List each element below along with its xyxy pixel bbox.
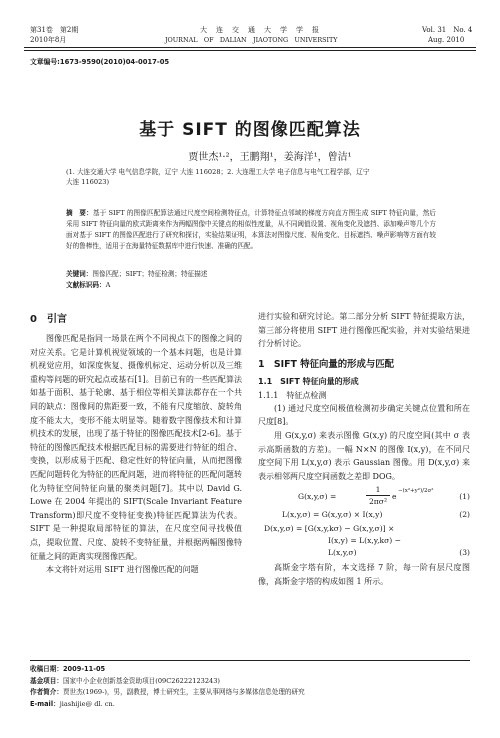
intro-paragraph: 图像匹配是指同一场景在两个不同视点下的图像之间的对应关系。它是计算机视觉领域的一个基本问题，也是计算机视觉应用，如深度恢复、摄像机标定、运动分析以及三维重构等问题的研究起点或基石[1]。目前已有的一些匹配算法如基于面积、基于轮廓、基于相位等相关算法都存在一个共同的缺点：图像间的焦距要一致，不能有尺度缩放、旋转角度不能太大，变形不能太明显等。随着数字图像技术和计算机技术的发展，出现了基于特征的图像匹配技术[2-6]。基于特征的图像匹配技术根据匹配目标的需要进行特征的组合、变换，以形成易于匹配、稳定性好的特征向量，从而把图像匹配问题转化为特征的匹配问题，进而将特征的匹配问题转化为特征空间特征向量的聚类问题[7]。其中以 David G. Lowe 在 2004 年提出的 SIFT(Scale Invariant Feature Transform)即尺度不变特征变换)特征匹配算法为代表。SIFT 是一种提取局部特征的算法，在尺度空间寻找极值点，提取位置、尺度、旋转不变特征量，并根据两幅图像特征量之间的距离实现图像匹配。 bbox=[30, 334, 242, 561]
header-rule-thin bbox=[24, 50, 476, 51]
keywords-block bbox=[66, 269, 436, 279]
paper-title: 基于 SIFT 的图像匹配算法 bbox=[139, 120, 361, 140]
equation-1-numerator: 1 bbox=[366, 485, 390, 496]
author-bio-text: 贾世杰(1969-)，男，副教授，博士研究生，主要从事网络与多媒体信息处理的研究 bbox=[62, 688, 305, 697]
equation-1-lhs: G(x,y,σ) = bbox=[298, 492, 337, 502]
equation-3-line: I(x,y) = L(x,y,kσ) − bbox=[328, 536, 402, 546]
fund-label: 基金项目： bbox=[30, 676, 63, 685]
intro-paragraph: 本文将针对运用 SIFT 进行图像匹配的问题 bbox=[46, 565, 199, 575]
footnote-block bbox=[30, 664, 470, 710]
affiliation-block bbox=[66, 167, 446, 187]
header-date-cn: 2010年8月 bbox=[30, 36, 67, 44]
doc-code-value: A bbox=[105, 281, 111, 289]
equation-1-exponent: −(x²+y²)/2σ² bbox=[398, 488, 434, 495]
abstract-text: 基于 SIFT 的图像匹配算法通过尺度空间检测特征点，计算特征点邻域的梯度方向直方图生成 SIFT 特征向量，然后采用 SIFT 特征向量的欧式距离来作为两幅图像中关键点的相似性度量，从不同阈值设置、视角变化及遮挡、添加噪声等几个方面对基于 SIFT 的图像匹配进行了研究和探讨，实验结果证明，本算法对图像尺度、视角变化、目标遮挡、噪声影响等方面有较好的鲁棒性，适用于在海量特征数据库中进行快速、准确的匹配。 bbox=[66, 209, 437, 250]
affiliation-line: (1. 大连交通大学 电气信息学院，辽宁 大连 116028；2. 大连理工大学 电子信息与电气工程学部，辽宁 bbox=[66, 168, 370, 176]
equation-3-line: D(x,y,σ) = [G(x,y,kσ) − G(x,y,σ)] × bbox=[264, 524, 395, 534]
header-volume-en: Vol. 31 No. 4 bbox=[422, 26, 473, 34]
equation-3-line: L(x,y,σ) bbox=[328, 548, 357, 558]
equation-3-number: (3) bbox=[459, 548, 470, 558]
footnote-rule bbox=[30, 660, 470, 661]
section-paragraph: (1) 通过尺度空间极值检测初步确定关键点位置和所在尺度[8]。 bbox=[258, 403, 470, 427]
affiliation-line: 大连 116023) bbox=[66, 178, 110, 186]
equation-1-denominator: 2πσ² bbox=[368, 497, 388, 507]
right-intro-continuation: 进行实验和研究讨论。第二部分分析 SIFT 特征提取方法，第三部分将使用 SIFT 进行图像匹配实验，并对实验结果进行分析讨论。 bbox=[258, 312, 470, 349]
abstract-block bbox=[66, 208, 436, 252]
doc-code-label: 文献标识码： bbox=[66, 281, 106, 289]
footnote-email bbox=[30, 699, 470, 711]
fund-text: 国家中小企业创新基金资助项目(09C26222123243) bbox=[62, 676, 221, 685]
email-link[interactable]: jiashijie@ dl. cn. bbox=[59, 699, 115, 708]
section11-heading: 1.1 SIFT 特征向量的形成 bbox=[258, 376, 359, 386]
footnote-author bbox=[30, 687, 470, 699]
header-rule bbox=[24, 47, 476, 48]
author-list: 贾世杰¹·²，王鹏翔¹，姜海洋¹，曾洁¹ bbox=[188, 152, 352, 163]
equation-1-exp-base: e bbox=[392, 492, 397, 502]
keywords-label: 关键词： bbox=[66, 270, 93, 278]
header-volume-cn: 第31卷 第2期 bbox=[30, 26, 79, 34]
equation-1 bbox=[258, 485, 470, 509]
section-paragraph: 用 G(x,y,σ) 来表示图像 G(x,y) 的尺度空间(其中 σ 表示高斯函数的方差)。一幅 N×N 的图像 I(x,y)，在不同尺度空间下用 L(x,y,σ) 表示 Gaussian 图像。用 D(x,y,σ) 来表示相邻两尺度空间函数之差即 DOG。 bbox=[258, 430, 470, 481]
section111-heading: 1.1.1 特征点检测 bbox=[258, 390, 327, 400]
intro-heading: 0 引言 bbox=[30, 314, 67, 325]
equation-3 bbox=[258, 523, 470, 559]
left-column bbox=[30, 312, 242, 577]
author-bio-label: 作者简介： bbox=[30, 688, 63, 697]
equation-2-body: L(x,y,σ) = G(x,y,σ) × I(x,y) bbox=[282, 510, 383, 520]
equation-1-fraction bbox=[366, 485, 390, 507]
equation-1-number: (1) bbox=[459, 492, 470, 502]
email-label: E-mail： bbox=[30, 699, 60, 708]
keywords-text: 图像匹配；SIFT；特征检测；特征描述 bbox=[92, 270, 208, 278]
abstract-label: 摘 要： bbox=[66, 209, 93, 217]
received-date: 收稿日期：2009-11-05 bbox=[30, 665, 106, 673]
right-column bbox=[258, 310, 470, 589]
section1-heading: 1 SIFT 特征向量的形成与匹配 bbox=[258, 358, 394, 370]
section-paragraph: 高斯金字塔有阶，本文选择 7 阶，每一阶有层尺度图像，高斯金字塔的构成如图 1 所示。 bbox=[258, 563, 470, 586]
footnote-fund bbox=[30, 676, 470, 688]
header-journal-en: JOURNAL OF DALIAN JIAOTONG UNIVERSITY bbox=[165, 36, 338, 44]
footnote-received bbox=[30, 664, 470, 676]
equation-2 bbox=[258, 509, 470, 523]
article-id: 文章编号:1673-9590(2010)04-0017-05 bbox=[30, 58, 170, 66]
equation-2-number: (2) bbox=[459, 510, 470, 520]
doc-code-block bbox=[66, 280, 436, 290]
header-date-en: Aug. 2010 bbox=[428, 36, 465, 44]
header-journal-cn: 大 连 交 通 大 学 学 报 bbox=[200, 26, 320, 34]
